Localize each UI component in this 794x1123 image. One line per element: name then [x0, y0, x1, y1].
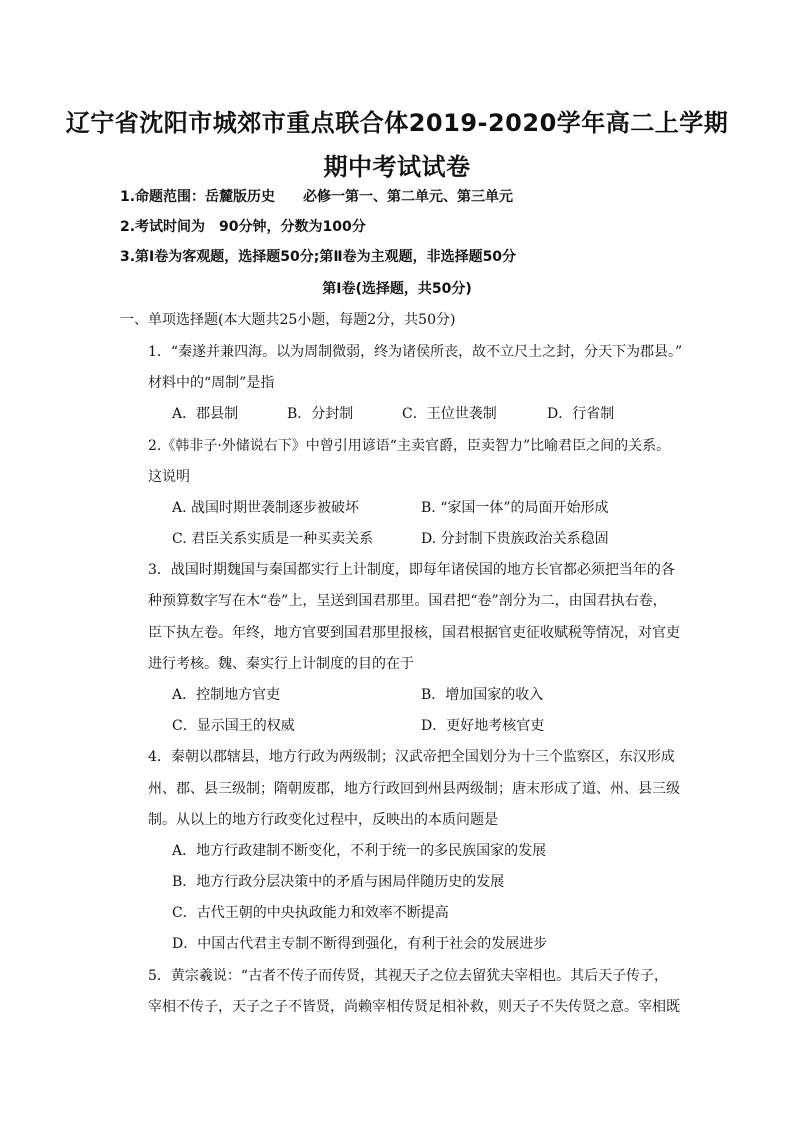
question-1-option-a: A．郡县制 [172, 406, 239, 422]
question-1-line-1: 1．“秦遂并兼四海。以为周制微弱，终为诸侯所丧，故不立尺土之封，分天下为郡县。” [148, 344, 683, 360]
question-3-option-b: B．增加国家的收入 [421, 687, 544, 703]
question-2-option-b: B. “家国一体”的局面开始形成 [421, 500, 609, 516]
exam-title-line-1: 辽宁省沈阳市城郊市重点联合体2019-2020学年高二上学期 [65, 109, 729, 137]
info-scope: 1.命题范围：岳麓版历史 必修一第一、第二单元、第三单元 [120, 189, 514, 205]
part-heading: 一、单项选择题(本大题共25小题，每题2分，共50分) [120, 312, 456, 328]
question-4-option-b: B．地方行政分层决策中的矛盾与困局伴随历史的发展 [172, 874, 505, 890]
question-4-option-d: D．中国古代君主专制不断得到强化，有利于社会的发展进步 [172, 936, 548, 952]
question-4-line-1: 4．秦朝以郡辖县，地方行政为两级制；汉武帝把全国划分为十三个监察区，东汉形成 [148, 749, 675, 765]
question-3-option-d: D．更好地考核官吏 [421, 718, 545, 734]
exam-title-line-2: 期中考试试卷 [323, 153, 471, 181]
question-2-line-2: 这说明 [148, 469, 190, 485]
question-3-line-4: 进行考核。魏、秦实行上计制度的目的在于 [148, 656, 414, 672]
question-1-option-c: C．王位世袭制 [402, 406, 497, 422]
question-2-option-d: D. 分封制下贵族政治关系稳固 [421, 531, 609, 547]
question-3-line-2: 种预算数字写在木“卷”上，呈送到国君那里。国君把“卷”剖分为二，由国君执右卷， [148, 593, 667, 609]
question-1-line-2: 材料中的“周制”是指 [148, 375, 275, 391]
question-1-option-d: D．行省制 [547, 406, 615, 422]
question-2-option-a: A. 战国时期世袭制逐步被破坏 [172, 500, 360, 516]
question-4-option-a: A．地方行政建制不断变化，不利于统一的多民族国家的发展 [172, 843, 547, 859]
question-3-line-3: 臣下执左卷。年终，地方官要到国君那里报核，国君根据官吏征收赋税等情况，对官吏 [148, 625, 680, 641]
question-4-line-2: 州、郡、县三级制；隋朝废郡，地方行政回到州县两级制；唐末形成了道、州、县三级 [148, 781, 680, 797]
section-header: 第Ⅰ卷(选择题，共50分) [322, 281, 472, 297]
question-2-option-c: C. 君臣关系实质是一种买卖关系 [172, 531, 374, 547]
info-structure: 3.第Ⅰ卷为客观题，选择题50分;第Ⅱ卷为主观题，非选择题50分 [120, 249, 517, 265]
question-4-line-3: 制。从以上的地方行政变化过程中，反映出的本质问题是 [148, 812, 498, 828]
question-3-option-c: C．显示国王的权威 [172, 718, 295, 734]
question-3-option-a: A．控制地方官吏 [172, 687, 281, 703]
question-1-option-b: B．分封制 [287, 406, 354, 422]
question-3-line-1: 3．战国时期魏国与秦国都实行上计制度，即每年诸侯国的地方长官都必须把当年的各 [148, 562, 675, 578]
question-5-line-1: 5．黄宗羲说：“古者不传子而传贤，其视天子之位去留犹夫宰相也。其后天子传子， [148, 968, 669, 984]
question-5-line-2: 宰相不传子，天子之子不皆贤，尚赖宰相传贤足相补救，则天子不失传贤之意。宰相既 [148, 999, 680, 1015]
question-2-line-1: 2.《韩非子·外储说右下》中曾引用谚语“主卖官爵，臣卖智力”比喻君臣之间的关系。 [148, 438, 671, 454]
question-4-option-c: C．古代王朝的中央执政能力和效率不断提高 [172, 905, 449, 921]
info-time: 2.考试时间为 90分钟，分数为100分 [120, 219, 366, 235]
